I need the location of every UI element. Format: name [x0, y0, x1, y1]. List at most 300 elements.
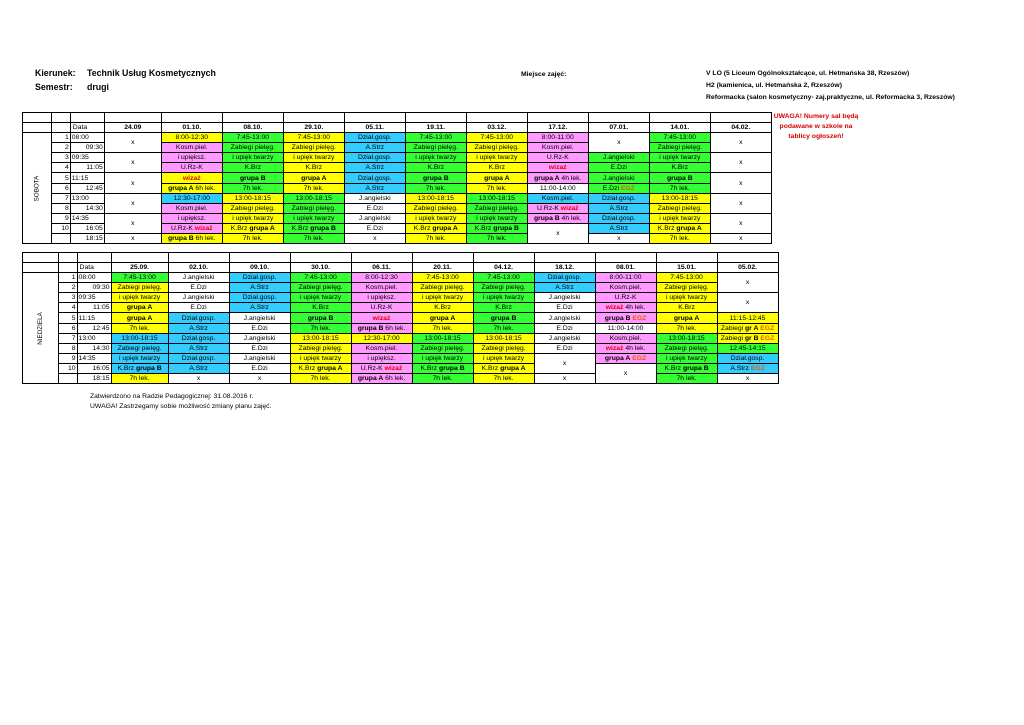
schedule-cell: J.angielski — [344, 193, 405, 203]
schedule-cell: grupa B — [405, 173, 466, 183]
schedule-cell: A.Strz — [534, 283, 595, 293]
schedule-cell: Dział.gosp. — [168, 313, 229, 323]
schedule-cell: 7:45-13:00 — [283, 133, 344, 143]
schedule-cell: grupa A — [283, 173, 344, 183]
schedule-cell: grupa B — [222, 173, 283, 183]
date-header: 19.11. — [405, 123, 466, 133]
schedule-cell: K.Brz grupa A — [405, 223, 466, 233]
schedule-cell: i upięk twarzy — [656, 293, 717, 303]
schedule-cell: Kosm.piel. — [527, 193, 588, 203]
schedule-cell: K.Brz grupa B — [111, 363, 168, 373]
sobota-schedule-table — [22, 112, 772, 244]
schedule-cell: 7h lek. — [111, 374, 168, 384]
schedule-cell: grupa A 4h lek. — [527, 173, 588, 183]
lesson-number: 9 — [58, 353, 77, 363]
date-header: 08.01. — [595, 263, 656, 273]
schedule-cell: i upięk twarzy — [412, 353, 473, 363]
schedule-cell: 7h lek. — [466, 183, 527, 193]
schedule-cell: E.Dzi — [168, 303, 229, 313]
schedule-cell: Dział.gosp. — [229, 293, 290, 303]
schedule-cell: Zabiegi pielęg. — [111, 343, 168, 353]
schedule-cell: grupa B 6h lek. — [351, 323, 412, 333]
schedule-cell: 7:45-13:00 — [412, 273, 473, 283]
schedule-cell: K.Brz — [290, 303, 351, 313]
schedule-cell: i upięk twarzy — [405, 213, 466, 223]
schedule-cell: i upięk twarzy — [466, 213, 527, 223]
schedule-cell: U.Rz-K — [527, 153, 588, 163]
day-label: SOBOTA — [23, 133, 52, 244]
schedule-cell: 8:00-12:30 — [351, 273, 412, 283]
schedule-cell: x — [710, 153, 771, 173]
schedule-cell: J.angielski — [534, 333, 595, 343]
schedule-cell: x — [710, 133, 771, 153]
lesson-time: 14:35 — [77, 353, 111, 363]
schedule-cell: A.Strz — [344, 183, 405, 193]
schedule-cell: 7h lek. — [412, 374, 473, 384]
date-header: 04.02. — [710, 123, 771, 133]
lesson-number: 2 — [51, 143, 70, 153]
schedule-cell: A.Strz — [168, 343, 229, 353]
schedule-cell: 13:00-18:15 — [473, 333, 534, 343]
lesson-time: 16:05 — [77, 363, 111, 373]
schedule-cell: 13:00-18:15 — [656, 333, 717, 343]
schedule-cell: x — [588, 133, 649, 153]
schedule-cell: Zabiegi pielęg. — [290, 283, 351, 293]
schedule-cell: A.Strz EGZ — [717, 363, 778, 373]
schedule-cell: x — [344, 234, 405, 244]
schedule-cell: i upięk twarzy — [649, 153, 710, 163]
lesson-time: 18:15 — [77, 374, 111, 384]
lesson-time: 09:35 — [77, 293, 111, 303]
schedule-cell: x — [710, 193, 771, 213]
schedule-cell: Kosm.piel. — [351, 283, 412, 293]
schedule-cell: Zabiegi pielęg. — [405, 143, 466, 153]
schedule-cell: grupa B — [290, 313, 351, 323]
lesson-number: 6 — [51, 183, 70, 193]
schedule-cell: wizaż — [351, 313, 412, 323]
schedule-cell: K.Brz — [283, 163, 344, 173]
schedule-cell: 13:00-18:15 — [111, 333, 168, 343]
schedule-cell: i upiększ. — [161, 153, 222, 163]
schedule-cell: Zabiegi pielęg. — [466, 143, 527, 153]
date-header: 04.12. — [473, 263, 534, 273]
schedule-cell: 7:45-13:00 — [466, 133, 527, 143]
lesson-time: 14:35 — [70, 213, 104, 223]
schedule-cell: Zabiegi pielęg. — [649, 203, 710, 213]
date-header: 30.10. — [290, 263, 351, 273]
schedule-cell: 13:00-18:15 — [405, 193, 466, 203]
date-header: 09.10. — [229, 263, 290, 273]
schedule-cell: E.Dzi — [229, 343, 290, 353]
schedule-cell: x — [534, 353, 595, 373]
schedule-cell: grupa B 4h lek. — [527, 213, 588, 223]
schedule-cell: Dział.gosp. — [168, 333, 229, 343]
schedule-cell: 13:00-18:15 — [649, 193, 710, 203]
lesson-time: 11:15 — [77, 313, 111, 323]
schedule-cell: K.Brz — [656, 303, 717, 313]
schedule-cell: Zabiegi pielęg. — [405, 203, 466, 213]
lesson-number: 5 — [58, 313, 77, 323]
date-header: 03.12. — [466, 123, 527, 133]
schedule-cell: i upięk twarzy — [405, 153, 466, 163]
schedule-cell: 7h lek. — [473, 374, 534, 384]
schedule-cell: U.Rz-K wizaż — [527, 203, 588, 213]
schedule-cell: Kosm.piel. — [351, 343, 412, 353]
schedule-cell: J.angielski — [168, 293, 229, 303]
schedule-cell: Zabiegi pielęg. — [466, 203, 527, 213]
schedule-cell: K.Brz — [649, 163, 710, 173]
lesson-number: 10 — [58, 363, 77, 373]
schedule-cell: 7:45-13:00 — [222, 133, 283, 143]
schedule-cell: Zabiegi pielęg. — [656, 343, 717, 353]
lesson-time: 12:45 — [77, 323, 111, 333]
schedule-cell: i upięk twarzy — [649, 213, 710, 223]
schedule-cell: J.angielski — [229, 353, 290, 363]
schedule-cell: A.Strz — [588, 223, 649, 233]
schedule-cell: E.Dzi — [229, 323, 290, 333]
lesson-time: 08:00 — [70, 133, 104, 143]
schedule-cell: Dział.gosp. — [344, 133, 405, 143]
date-label: Data — [77, 263, 111, 273]
day-label: NIEDZIELA — [23, 273, 59, 384]
schedule-cell: grupa A 6h lek. — [161, 183, 222, 193]
lesson-time: 11:05 — [70, 163, 104, 173]
schedule-cell: Kosm.piel. — [595, 333, 656, 343]
semestr-label: Semestr: — [35, 82, 73, 92]
date-header: 02.10. — [168, 263, 229, 273]
schedule-cell: x — [229, 374, 290, 384]
schedule-cell: x — [717, 273, 778, 293]
schedule-cell: J.angielski — [588, 153, 649, 163]
schedule-cell: x — [104, 193, 161, 213]
lesson-time: 13:00 — [70, 193, 104, 203]
date-header: 06.11. — [351, 263, 412, 273]
schedule-cell: i upięk twarzy — [473, 293, 534, 303]
schedule-cell: K.Brz grupa B — [656, 363, 717, 373]
schedule-cell: x — [710, 213, 771, 233]
schedule-cell: grupa A 6h lek. — [351, 374, 412, 384]
schedule-cell: Kosm.piel. — [595, 283, 656, 293]
schedule-cell: wizaż 4h lek. — [595, 343, 656, 353]
schedule-cell: 7h lek. — [649, 234, 710, 244]
date-header: 01.10. — [161, 123, 222, 133]
schedule-cell: U.Rz-K — [351, 303, 412, 313]
lesson-number: 3 — [58, 293, 77, 303]
schedule-cell: 7h lek. — [656, 374, 717, 384]
place-2: H2 (kamienica, ul. Hetmańska 2, Rzeszów) — [706, 82, 842, 89]
schedule-cell: i upięk twarzy — [222, 213, 283, 223]
schedule-cell: i upięk twarzy — [290, 353, 351, 363]
schedule-cell: 7:45-13:00 — [290, 273, 351, 283]
lesson-time: 14:30 — [70, 203, 104, 213]
lesson-time: 11:15 — [70, 173, 104, 183]
schedule-cell: 13:00-18:15 — [283, 193, 344, 203]
lesson-time: 09:35 — [70, 153, 104, 163]
date-header: 18.12. — [534, 263, 595, 273]
lesson-number: 10 — [51, 223, 70, 233]
lesson-time: 13:00 — [77, 333, 111, 343]
lesson-number: 1 — [58, 273, 77, 283]
schedule-cell: J.angielski — [344, 213, 405, 223]
date-header: 17.12. — [527, 123, 588, 133]
lesson-time: 09:30 — [77, 283, 111, 293]
schedule-cell: x — [710, 234, 771, 244]
schedule-cell: wizaż — [161, 173, 222, 183]
schedule-cell: E.Dzi EGZ — [588, 183, 649, 193]
lesson-time: 14:30 — [77, 343, 111, 353]
schedule-cell: grupa B — [473, 313, 534, 323]
schedule-cell: grupa A — [466, 173, 527, 183]
schedule-cell: E.Dzi — [344, 223, 405, 233]
schedule-cell: K.Brz grupa A — [473, 363, 534, 373]
schedule-cell: 7:45-13:00 — [656, 273, 717, 283]
schedule-cell: x — [710, 173, 771, 193]
schedule-cell: Zabiegi gr B EGZ — [717, 333, 778, 343]
schedule-cell: Zabiegi pielęg. — [473, 343, 534, 353]
warning-note: UWAGA! Numery sal będą podawane w szkole na tablicy ogłoszeń! — [773, 113, 859, 140]
schedule-cell: x — [168, 374, 229, 384]
schedule-cell: 11:00-14:00 — [527, 183, 588, 193]
schedule-cell: Dział.gosp. — [588, 213, 649, 223]
lesson-number: 4 — [58, 303, 77, 313]
date-header: 05.11. — [344, 123, 405, 133]
schedule-cell: Dział.gosp. — [168, 353, 229, 363]
schedule-cell: grupa A — [111, 303, 168, 313]
kierunek-value: Technik Usług Kosmetycznych — [87, 68, 216, 78]
schedule-cell: 11:00-14:00 — [595, 323, 656, 333]
schedule-cell: x — [104, 153, 161, 173]
date-header: 25.09. — [111, 263, 168, 273]
schedule-cell: 7h lek. — [405, 234, 466, 244]
schedule-cell: wizaż — [527, 163, 588, 173]
lesson-number: 6 — [58, 323, 77, 333]
place-1: V LO (5 Liceum Ogólnokształcące, ul. Hetmańska 38, Rzeszów) — [706, 70, 910, 77]
schedule-cell: K.Brz — [405, 163, 466, 173]
schedule-cell: K.Brz grupa B — [412, 363, 473, 373]
schedule-cell: grupa A — [412, 313, 473, 323]
date-header: 08.10. — [222, 123, 283, 133]
schedule-cell: U.Rz-K wizaż — [351, 363, 412, 373]
schedule-cell: Zabiegi pielęg. — [111, 283, 168, 293]
schedule-cell: Zabiegi pielęg. — [283, 143, 344, 153]
schedule-cell: 7:45-13:00 — [473, 273, 534, 283]
schedule-cell: i upiększ. — [351, 353, 412, 363]
schedule-cell: i upięk twarzy — [222, 153, 283, 163]
schedule-cell: 7h lek. — [412, 323, 473, 333]
schedule-cell: x — [595, 363, 656, 383]
schedule-cell: Zabiegi pielęg. — [412, 283, 473, 293]
schedule-cell: Zabiegi pielęg. — [290, 343, 351, 353]
schedule-cell: 7h lek. — [466, 234, 527, 244]
schedule-cell: 12:30-17:00 — [351, 333, 412, 343]
schedule-cell: K.Brz grupa B — [283, 223, 344, 233]
schedule-cell: Dział.gosp. — [534, 273, 595, 283]
schedule-cell: A.Strz — [344, 143, 405, 153]
schedule-cell: J.angielski — [534, 293, 595, 303]
schedule-cell: wizaż 4h lek. — [595, 303, 656, 313]
lesson-number — [58, 374, 77, 384]
lesson-number: 8 — [51, 203, 70, 213]
schedule-cell: E.Dzi — [534, 343, 595, 353]
schedule-cell: grupa B 6h lek. — [161, 234, 222, 244]
schedule-cell: grupa A — [656, 313, 717, 323]
footer-approval: Zatwierdzono na Radzie Pedagogicznej: 31.08.2016 r. — [90, 393, 254, 400]
schedule-cell: x — [588, 234, 649, 244]
schedule-cell: Dział.gosp. — [229, 273, 290, 283]
schedule-cell: x — [104, 173, 161, 193]
schedule-cell: grupa A — [111, 313, 168, 323]
schedule-cell: K.Brz — [466, 163, 527, 173]
place-3: Reformacka (salon kosmetyczny- zaj.praktyczne, ul. Reformacka 3, Rzeszów) — [706, 94, 955, 101]
schedule-cell: x — [104, 133, 161, 153]
schedule-cell: grupa B — [649, 173, 710, 183]
date-header: 20.11. — [412, 263, 473, 273]
schedule-cell: i upięk twarzy — [466, 153, 527, 163]
schedule-cell: 7h lek. — [290, 323, 351, 333]
lesson-time: 08:00 — [77, 273, 111, 283]
schedule-cell: 7h lek. — [656, 323, 717, 333]
schedule-cell: A.Strz — [229, 303, 290, 313]
schedule-cell: i upięk twarzy — [283, 213, 344, 223]
schedule-cell: 13:00-18:15 — [412, 333, 473, 343]
date-header: 14.01. — [649, 123, 710, 133]
schedule-cell: Dział.gosp. — [717, 353, 778, 363]
schedule-cell: Zabiegi pielęg. — [283, 203, 344, 213]
schedule-cell: grupa A EGZ — [595, 353, 656, 363]
schedule-cell: 7h lek. — [222, 234, 283, 244]
schedule-cell: Zabiegi pielęg. — [222, 203, 283, 213]
schedule-cell: i upięk twarzy — [290, 293, 351, 303]
schedule-cell: i upięk twarzy — [473, 353, 534, 363]
schedule-cell: 13:00-18:15 — [290, 333, 351, 343]
schedule-cell: A.Strz — [168, 323, 229, 333]
lesson-number: 1 — [51, 133, 70, 143]
schedule-cell: E.Dzi — [229, 363, 290, 373]
schedule-cell: i upięk twarzy — [283, 153, 344, 163]
schedule-cell: K.Brz grupa A — [649, 223, 710, 233]
lesson-number — [51, 234, 70, 244]
lesson-number: 3 — [51, 153, 70, 163]
lesson-time: 12:45 — [70, 183, 104, 193]
schedule-cell: 7h lek. — [649, 183, 710, 193]
schedule-cell: x — [534, 374, 595, 384]
schedule-cell: Zabiegi gr A EGZ — [717, 323, 778, 333]
lesson-time: 18:15 — [70, 234, 104, 244]
schedule-cell: A.Strz — [344, 163, 405, 173]
schedule-cell: K.Brz — [473, 303, 534, 313]
date-header: 15.01. — [656, 263, 717, 273]
schedule-cell: 7h lek. — [283, 234, 344, 244]
schedule-cell: i upięk twarzy — [412, 293, 473, 303]
schedule-cell: x — [527, 223, 588, 243]
lesson-number: 7 — [51, 193, 70, 203]
schedule-cell: Kosm.piel. — [161, 143, 222, 153]
date-header: 07.01. — [588, 123, 649, 133]
schedule-cell: J.angielski — [168, 273, 229, 283]
niedziela-schedule-table — [22, 252, 779, 384]
miejsce-label: Miejsce zajęć: — [521, 71, 567, 78]
schedule-cell: Zabiegi pielęg. — [649, 143, 710, 153]
schedule-cell: i upiększ. — [351, 293, 412, 303]
schedule-cell: 7h lek. — [111, 323, 168, 333]
lesson-number: 4 — [51, 163, 70, 173]
schedule-cell: 8:00-11:00 — [595, 273, 656, 283]
schedule-cell: 7:45-13:00 — [405, 133, 466, 143]
schedule-cell: 7:45-13:00 — [111, 273, 168, 283]
schedule-cell: E.Dzi — [534, 323, 595, 333]
schedule-cell: Dział.gosp. — [344, 153, 405, 163]
schedule-cell: J.angielski — [588, 173, 649, 183]
schedule-cell: K.Brz grupa A — [290, 363, 351, 373]
schedule-cell: U.Rz-K — [595, 293, 656, 303]
schedule-cell: E.Dzi — [168, 283, 229, 293]
schedule-cell: U.Rz-K wizaż — [161, 223, 222, 233]
schedule-cell: i upiększ. — [161, 213, 222, 223]
schedule-cell: K.Brz grupa A — [222, 223, 283, 233]
schedule-cell: grupa B EGZ — [595, 313, 656, 323]
schedule-cell: Kosm.piel. — [527, 143, 588, 153]
schedule-cell: A.Strz — [229, 283, 290, 293]
schedule-cell: i upięk twarzy — [111, 353, 168, 363]
schedule-cell: A.Strz — [168, 363, 229, 373]
lesson-time: 11:05 — [77, 303, 111, 313]
schedule-cell: 13:00-18:15 — [222, 193, 283, 203]
schedule-cell: Dział.gosp. — [588, 193, 649, 203]
schedule-cell: x — [104, 213, 161, 233]
schedule-cell: x — [717, 374, 778, 384]
schedule-cell: A.Strz — [588, 203, 649, 213]
schedule-cell: Kosm.piel. — [161, 203, 222, 213]
date-label: Data — [70, 123, 104, 133]
schedule-cell: 7:45-13:00 — [649, 133, 710, 143]
schedule-cell: J.angielski — [229, 333, 290, 343]
schedule-cell: x — [104, 234, 161, 244]
schedule-cell: 12:45-14:15 — [717, 343, 778, 353]
schedule-cell: J.angielski — [534, 313, 595, 323]
schedule-cell: K.Brz — [222, 163, 283, 173]
kierunek-label: Kierunek: — [35, 68, 76, 78]
lesson-number: 2 — [58, 283, 77, 293]
schedule-cell: 7h lek. — [283, 183, 344, 193]
schedule-cell: x — [717, 293, 778, 313]
lesson-time: 16:05 — [70, 223, 104, 233]
schedule-cell: 11:15-12:45 — [717, 313, 778, 323]
lesson-number: 7 — [58, 333, 77, 343]
footer-warning: UWAGA! Zastrzegamy sobie możliwość zmiany planu zajęć. — [90, 403, 272, 410]
schedule-cell: 7h lek. — [222, 183, 283, 193]
schedule-cell: i upięk twarzy — [111, 293, 168, 303]
schedule-cell: Zabiegi pielęg. — [473, 283, 534, 293]
schedule-cell: K.Brz grupa B — [466, 223, 527, 233]
schedule-cell: Zabiegi pielęg. — [222, 143, 283, 153]
schedule-cell: 7h lek. — [405, 183, 466, 193]
schedule-cell: 13:00-18:15 — [466, 193, 527, 203]
schedule-cell: 8:00-11:00 — [527, 133, 588, 143]
schedule-cell: K.Brz — [412, 303, 473, 313]
schedule-cell: E.Dzi — [588, 163, 649, 173]
lesson-number: 8 — [58, 343, 77, 353]
schedule-cell: J.angielski — [229, 313, 290, 323]
lesson-number: 9 — [51, 213, 70, 223]
schedule-cell: i upięk twarzy — [656, 353, 717, 363]
schedule-cell: 12:30-17:00 — [161, 193, 222, 203]
schedule-cell: Dział.gosp. — [344, 173, 405, 183]
schedule-cell: 8:00-12:30 — [161, 133, 222, 143]
lesson-number: 5 — [51, 173, 70, 183]
schedule-cell: 7h lek. — [473, 323, 534, 333]
date-header: 24.09 — [104, 123, 161, 133]
date-header: 29.10. — [283, 123, 344, 133]
